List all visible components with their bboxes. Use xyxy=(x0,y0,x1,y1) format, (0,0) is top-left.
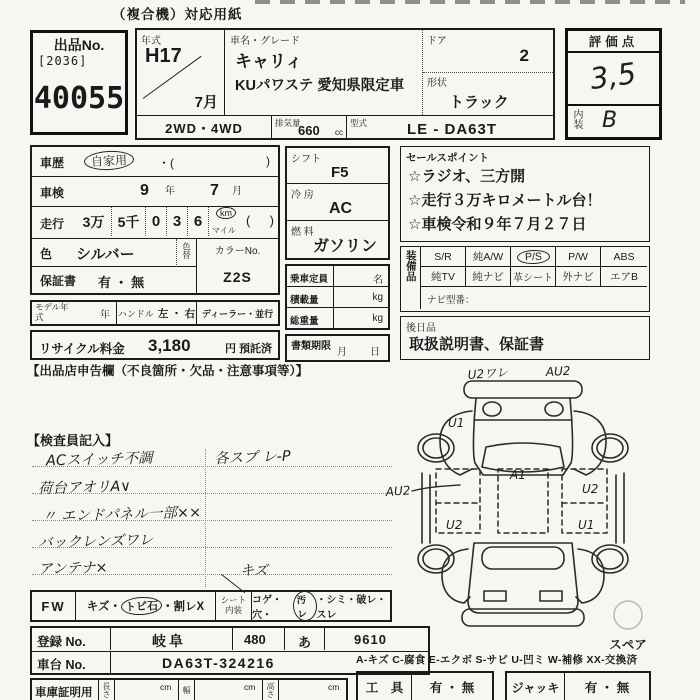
sales-item-3: ☆車検令和９年７月２７日 xyxy=(408,216,587,233)
inspection-row xyxy=(32,177,278,207)
registration-prefecture: 岐阜 xyxy=(152,633,186,649)
mileage-man: 3万 xyxy=(76,207,112,236)
history-close: ) xyxy=(266,154,270,168)
equip-airbag: エアB xyxy=(601,267,647,287)
registration-class: 480 xyxy=(244,632,266,647)
sales-item-2: ☆走行３万キロメートル台！ xyxy=(408,192,602,209)
damage-mark: U2 xyxy=(582,482,599,496)
document-deadline-month: 月 xyxy=(337,347,347,358)
rear-fender-right xyxy=(576,549,604,603)
registration-divider-2 xyxy=(232,628,233,650)
capacity-unit-1: 名 xyxy=(373,275,383,286)
seat-pre: コゲ・穴・ xyxy=(252,595,282,621)
rear-cab-outline xyxy=(468,543,578,613)
inspector-column-divider xyxy=(205,449,206,587)
inspection-month: 7 xyxy=(210,182,219,199)
seat-circled: 汚レ xyxy=(292,590,317,621)
jack-label: ジャッキ xyxy=(507,673,565,700)
ac-cell xyxy=(287,184,388,221)
interior-cell xyxy=(568,104,659,136)
name-label: 車名・グレード xyxy=(230,36,300,47)
rear-bumper xyxy=(462,609,584,626)
top-clipped-text xyxy=(255,0,685,4)
equip-tv: 純TV xyxy=(421,267,466,287)
tail-light-right xyxy=(540,591,562,601)
shape-value: トラック xyxy=(449,94,509,111)
document-deadline-label: 書類期限 xyxy=(291,341,331,352)
later-value: 取扱説明書、保証書 xyxy=(409,336,545,353)
seat-annotation: キズ xyxy=(240,563,268,579)
year-value: H17 xyxy=(145,45,182,67)
inspector-label: 【検査員記入】 xyxy=(27,433,119,448)
navi-model-label: ナビ型番： xyxy=(427,295,475,306)
mileage-d1: 0 xyxy=(146,207,167,236)
fw-row xyxy=(30,590,392,622)
garage-divider-6 xyxy=(278,680,279,700)
detail-table xyxy=(30,145,280,295)
spec-box xyxy=(285,146,390,260)
capacity-divider-3 xyxy=(333,308,334,328)
dealer-cell: ディーラー・並行 xyxy=(201,308,274,319)
vehicle-table xyxy=(135,28,555,140)
damage-mark: U1 xyxy=(578,518,595,532)
inspection-label: 車検 xyxy=(40,186,65,200)
later-box xyxy=(400,316,650,360)
mileage-row xyxy=(32,207,278,239)
rear-wheel-right-inner xyxy=(597,549,623,569)
tool-box xyxy=(356,671,494,700)
document-deadline-box xyxy=(285,334,390,362)
history-value: 自家用 xyxy=(84,150,135,172)
registration-number: 9610 xyxy=(354,632,387,647)
history-label: 車歴 xyxy=(40,156,65,170)
registration-divider-1 xyxy=(110,628,111,650)
front-wheel-right-inner xyxy=(597,438,623,458)
sales-item-1: ☆ラジオ、三方開 xyxy=(408,168,526,185)
headlight-right xyxy=(545,402,563,416)
model-code-cell xyxy=(347,116,553,139)
fw-circled: トビ石 xyxy=(121,596,163,616)
mileage-sen: 5千 xyxy=(112,207,146,236)
model-year-label: モデル年式 xyxy=(35,302,69,322)
garage-label: 車庫証明用 xyxy=(35,687,93,699)
grade-box xyxy=(565,28,662,140)
inspection-year-unit: 年 xyxy=(165,186,175,197)
color-value: シルバー xyxy=(76,246,135,263)
equip-pw: P/W xyxy=(556,247,601,267)
damage-legend: A-キズ C-腐食 E-エクボ S-サビ U-凹ミ W-補修 XX-交換済 xyxy=(356,654,638,666)
warranty-row xyxy=(32,267,197,293)
year-label: 年式 xyxy=(141,36,161,47)
seat-label-cell xyxy=(216,592,252,620)
capacity-label-3: 総重量 xyxy=(290,316,319,327)
grade-score: 3,5 xyxy=(587,55,639,97)
spare-label: スペア xyxy=(609,637,647,652)
mileage-d2: 3 xyxy=(167,207,188,236)
spare-tire-circle xyxy=(614,601,642,629)
front-bumper xyxy=(464,381,582,398)
color-no-label: カラーNo. xyxy=(214,246,261,257)
mileage-km-unit: km xyxy=(216,206,237,219)
damage-mark: U2 xyxy=(446,518,463,532)
displacement-value: 660 xyxy=(298,123,320,138)
inspector-note-4: バックレンズワレ xyxy=(37,532,154,552)
capacity-label-1: 乗車定員 xyxy=(290,274,329,285)
color-no-value: Z2S xyxy=(223,269,252,285)
inspector-note-5: アンテナ× xyxy=(37,560,108,578)
headlight-left xyxy=(483,402,501,416)
lot-label: 出品No. xyxy=(53,37,105,53)
shift-cell xyxy=(287,148,388,184)
seat-post: ・シミ・破レ・スレ xyxy=(316,595,387,621)
equipment-label-cell xyxy=(401,247,421,309)
shape-cell xyxy=(423,73,553,115)
garage-divider-2 xyxy=(114,680,115,700)
garage-width-label: 幅 xyxy=(182,686,191,694)
shift-label: シフト xyxy=(291,154,321,165)
fuel-label: 燃 料 xyxy=(291,227,314,238)
year-cell xyxy=(137,30,225,115)
capacity-divider-1 xyxy=(333,266,334,287)
color-change-label: 色替 xyxy=(181,242,192,259)
grade-label: 評価点 xyxy=(568,31,659,53)
fw-pre: キズ・ xyxy=(86,601,122,613)
warranty-label: 保証書 xyxy=(40,274,77,288)
door-value: 2 xyxy=(519,46,529,65)
mileage-paren-close: ) xyxy=(269,213,274,228)
interior-value: B xyxy=(602,108,618,133)
fw-post: ・割レX xyxy=(162,601,205,613)
drive-cell: 2WD・4WD xyxy=(137,116,272,139)
displacement-unit: cc xyxy=(335,128,343,137)
garage-divider-4 xyxy=(194,680,195,700)
interior-label: 内装 xyxy=(571,109,582,129)
capacity-unit-2: kg xyxy=(372,292,383,303)
mileage-label: 走行 xyxy=(40,217,65,231)
garage-divider-5 xyxy=(262,680,263,700)
rear-fender-left xyxy=(442,549,470,603)
recycle-row xyxy=(30,330,280,360)
shift-value: F5 xyxy=(331,164,349,181)
inspection-month-unit: 月 xyxy=(232,186,242,197)
capacity-row-3 xyxy=(287,308,388,328)
garage-row xyxy=(30,678,348,700)
handle-label: ハンドル xyxy=(117,308,154,319)
equip-aw: 純A/W xyxy=(466,247,511,267)
registration-label: 登録 No. xyxy=(37,635,86,649)
inspector-note-2: 荷台アオリA∨ xyxy=(37,478,132,498)
damage-mark: A1 xyxy=(510,468,526,482)
mileage-paren-open: ( xyxy=(246,213,251,228)
garage-height-unit: cm xyxy=(328,682,340,692)
front-wheel-left-inner xyxy=(423,438,449,458)
equip-navi: 純ナビ xyxy=(466,267,511,287)
tool-value: 有 ・ 無 xyxy=(429,681,475,695)
capacity-box xyxy=(285,264,390,330)
handle-cell xyxy=(117,302,197,324)
garage-height-label: 高さ xyxy=(266,682,275,698)
drive-row xyxy=(137,115,553,138)
damage-mark: AU2 xyxy=(545,363,571,379)
garage-divider-1 xyxy=(98,680,99,700)
document-deadline-day: 日 xyxy=(370,347,380,358)
ac-label: 冷 房 xyxy=(291,190,314,201)
month-value: 7月 xyxy=(194,94,218,111)
fw-condition xyxy=(76,592,216,620)
recycle-label: リサイクル料金 xyxy=(39,342,125,356)
inspector-note-3: 〃 エンドパネル一部×× xyxy=(41,504,202,526)
sales-box xyxy=(400,146,650,242)
rear-wheel-left-inner xyxy=(423,549,449,569)
color-row xyxy=(32,239,197,267)
sales-label: セールスポイント xyxy=(406,152,490,164)
later-label: 後日品 xyxy=(406,323,436,334)
displacement-label: 排気量 xyxy=(275,118,301,128)
capacity-label-2: 積載量 xyxy=(290,295,319,306)
jack-box xyxy=(505,671,651,700)
equipment-label: 装備品 xyxy=(404,250,417,282)
paper-note: （複合機）対応用紙 xyxy=(112,7,243,22)
color-label: 色 xyxy=(40,247,53,261)
history-row xyxy=(32,147,278,177)
equip-extnavi: 外ナビ xyxy=(556,267,601,287)
door-cell xyxy=(423,30,553,73)
damage-mark: AU2 xyxy=(385,483,411,499)
tool-label: 工 具 xyxy=(358,673,412,700)
registration-divider-3 xyxy=(284,628,285,650)
capacity-divider-2 xyxy=(333,287,334,308)
chassis-value: DA63T-324216 xyxy=(162,655,275,671)
registration-kana: あ xyxy=(298,635,312,650)
handle-value: 左 ・ 右 xyxy=(157,307,196,320)
model-code-value: LE - DA63T xyxy=(407,121,498,138)
tail-light-left xyxy=(484,591,506,601)
chassis-label: 車台 No. xyxy=(37,658,86,672)
garage-length-label: 長さ xyxy=(102,682,111,698)
model-code-label: 型式 xyxy=(350,118,368,128)
fuel-cell xyxy=(287,221,388,258)
equipment-table xyxy=(400,246,650,312)
color-no-cell xyxy=(197,239,278,293)
capacity-row-1 xyxy=(287,266,388,287)
color-change-cell xyxy=(176,239,196,267)
lot-number: 40055 xyxy=(33,81,125,116)
mileage-mile-unit: マイル xyxy=(212,226,236,235)
name-line1: キャリィ xyxy=(235,52,303,71)
mileage-d3: 6 xyxy=(188,207,209,236)
warranty-value: 有 ・ 無 xyxy=(98,275,145,290)
name-cell xyxy=(225,30,423,115)
seller-note-label: 【出品店申告欄（不良箇所・欠品・注意事項等）】 xyxy=(27,364,309,378)
inspector-note-right-1: 各スプ レ-P xyxy=(213,448,291,468)
car-damage-diagram xyxy=(352,363,664,653)
equip-ps-circled: P/S xyxy=(516,249,549,264)
garage-width-unit: cm xyxy=(244,682,256,692)
lot-box xyxy=(30,30,128,135)
recycle-unit: 円 預託済 xyxy=(224,343,272,355)
displacement-cell xyxy=(272,116,347,139)
equip-abs: ABS xyxy=(601,247,647,267)
equip-sr: S/R xyxy=(421,247,466,267)
damage-mark: U2ワレ xyxy=(467,365,509,382)
registration-divider-4 xyxy=(324,628,325,650)
fuel-value: ガソリン xyxy=(313,238,378,255)
model-year-row xyxy=(30,300,280,326)
garage-divider-3 xyxy=(178,680,179,700)
fw-label: FW xyxy=(32,592,76,620)
name-line2: KUパワステ 愛知県限定車 xyxy=(235,78,405,94)
shape-label: 形状 xyxy=(427,78,447,89)
recycle-fee: 3,180 xyxy=(148,336,191,355)
front-fender-right xyxy=(574,411,606,475)
capacity-unit-3: kg xyxy=(372,313,383,324)
seat-label: シート内装 xyxy=(220,595,247,615)
rear-window xyxy=(482,547,564,569)
door-label: ドア xyxy=(427,36,447,47)
jack-value: 有 ・ 無 xyxy=(584,681,630,695)
lot-stamp: [2036] xyxy=(38,54,88,68)
model-year-unit: 年 xyxy=(100,310,110,321)
cab-outline xyxy=(473,398,572,475)
equip-ps xyxy=(511,247,556,267)
history-after: ・( xyxy=(158,156,174,170)
chassis-divider xyxy=(110,652,111,673)
garage-length-unit: cm xyxy=(160,682,172,692)
ac-value: AC xyxy=(329,200,353,217)
model-year-cell xyxy=(32,302,117,324)
capacity-row-2 xyxy=(287,287,388,308)
inspection-year: 9 xyxy=(140,182,149,199)
inspector-note-1: ACスイッチ不調 xyxy=(45,450,153,470)
damage-mark: U1 xyxy=(448,416,465,430)
equip-leather: 革シート xyxy=(511,267,556,287)
